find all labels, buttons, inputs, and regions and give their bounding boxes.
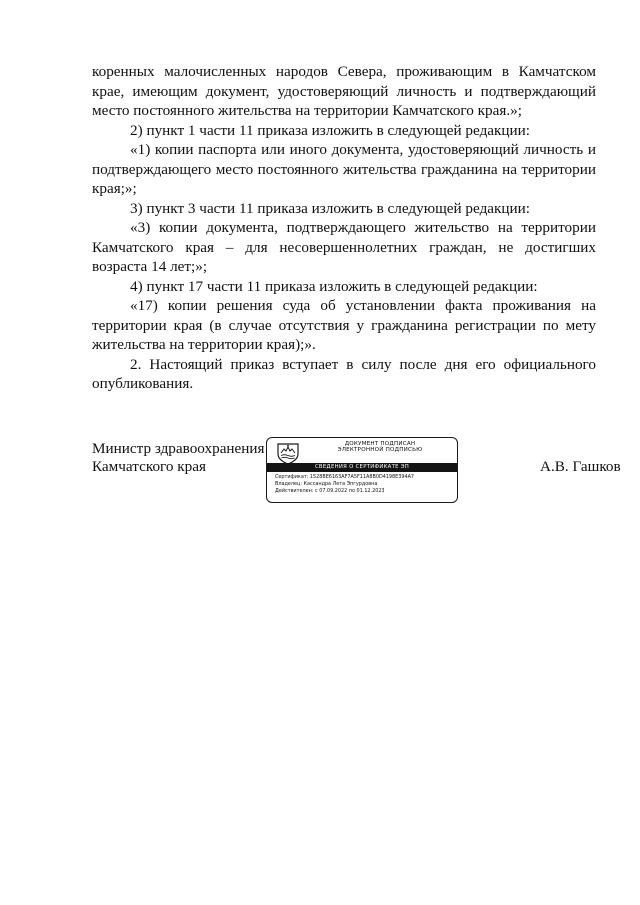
paragraph-8: 2. Настоящий приказ вступает в силу после дня его официального опубликования. (92, 355, 596, 392)
paragraph-7: «17) копии решения суда об установлении факта проживания на территории края (в случае отсутствия у гражданина регистрации по мету жительства на территории края);». (92, 297, 596, 353)
signatory-position-line1: Министр здравоохранения (92, 440, 265, 457)
stamp-title-line2: ЭЛЕКТРОННОЙ ПОДПИСЬЮ (337, 447, 423, 454)
electronic-signature-stamp (266, 437, 458, 503)
paragraph-4: 3) пункт 3 части 11 приказа изложить в следующей редакции: (130, 199, 531, 217)
signatory-position-line2: Камчатского края (92, 458, 206, 475)
paragraph-3: «1) копии паспорта или иного документа, удостоверяющий личность и подтверждающего место постоянного жительства гражданина на территории края;»; (92, 141, 596, 197)
stamp-title-line1: ДОКУМЕНТ ПОДПИСАН (344, 441, 416, 447)
coat-of-arms-emblem-icon (274, 441, 302, 465)
paragraph-6: 4) пункт 17 части 11 приказа изложить в следующей редакции: (130, 277, 538, 295)
stamp-title (307, 441, 453, 454)
document-body (92, 62, 596, 394)
paragraph-5: «3) копии документа, подтверждающего жительство на территории Камчатского края – для несовершеннолетних граждан, не достигших возраста 14 лет;»; (92, 219, 596, 275)
stamp-certificate: Сертификат: 1528BE6163AF7A5F11A8B0D4198E394A7 (275, 474, 415, 480)
stamp-details (275, 474, 455, 495)
stamp-certificate-header: СВЕДЕНИЯ О СЕРТИФИКАТЕ ЭП (267, 463, 457, 472)
signatory-name: А.В. Гашков (540, 458, 621, 475)
signatory-position (92, 440, 265, 476)
paragraph-1: коренных малочисленных народов Севера, проживающим в Камчатском крае, имеющим документ, удостоверяющий личность и подтверждающий место постоянного жительства на территории Камчатского края.»; (92, 63, 596, 119)
stamp-validity: Действителен: с 07.09.2022 по 01.12.2023 (275, 488, 385, 495)
paragraph-2: 2) пункт 1 части 11 приказа изложить в следующей редакции: (130, 121, 531, 139)
stamp-owner: Владелец: Кассандра Лета Эпгурдовна (275, 481, 378, 488)
